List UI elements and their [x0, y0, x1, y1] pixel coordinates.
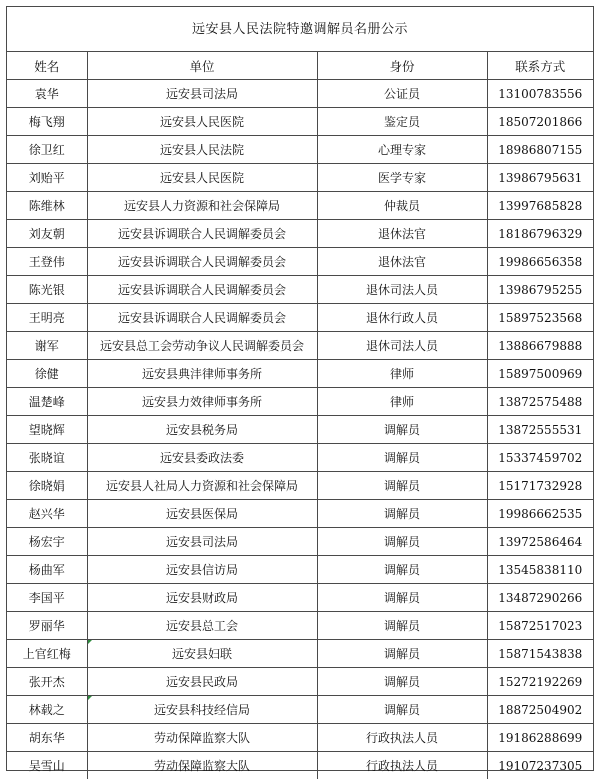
cell-name: 温楚峰 — [7, 388, 87, 416]
cell-phone: 13487290266 — [487, 584, 593, 612]
cell-unit: 远安县税务局 — [87, 416, 317, 444]
cell-name: 上官红梅 — [7, 640, 87, 668]
header-phone: 联系方式 — [487, 52, 593, 80]
cell-unit: 远安县信访局 — [87, 556, 317, 584]
cell-phone: 13986795631 — [487, 164, 593, 192]
cell-name: 徐晓娟 — [7, 472, 87, 500]
table-row — [7, 80, 593, 108]
cell-unit: 远安县力效律师事务所 — [87, 388, 317, 416]
cell-phone: 18872504902 — [487, 696, 593, 724]
cell-role: 律师 — [317, 360, 487, 388]
cell-phone: 13872575488 — [487, 388, 593, 416]
cell-phone: 15897500969 — [487, 360, 593, 388]
cell-phone: 19186288699 — [487, 724, 593, 752]
cell-role: 退休法官 — [317, 220, 487, 248]
cell-role: 调解员 — [317, 612, 487, 640]
cell-phone: 19107237305 — [487, 752, 593, 779]
table-row — [7, 248, 593, 276]
table-row — [7, 416, 593, 444]
cell-role: 调解员 — [317, 416, 487, 444]
header-role: 身份 — [317, 52, 487, 80]
cell-phone: 18986807155 — [487, 136, 593, 164]
cell-unit: 远安县科技经信局 — [87, 696, 317, 724]
cell-role: 鉴定员 — [317, 108, 487, 136]
table-row — [7, 276, 593, 304]
cell-phone: 13886679888 — [487, 332, 593, 360]
cell-unit: 远安县总工会劳动争议人民调解委员会 — [87, 332, 317, 360]
table-row — [7, 528, 593, 556]
cell-phone: 15272192269 — [487, 668, 593, 696]
cell-name: 罗丽华 — [7, 612, 87, 640]
page-title: 远安县人民法院特邀调解员名册公示 — [7, 7, 593, 52]
cell-name: 李国平 — [7, 584, 87, 612]
table-row — [7, 472, 593, 500]
cell-name: 徐卫红 — [7, 136, 87, 164]
cell-role: 医学专家 — [317, 164, 487, 192]
table-row — [7, 752, 593, 779]
cell-phone: 18507201866 — [487, 108, 593, 136]
cell-name: 赵兴华 — [7, 500, 87, 528]
cell-name: 杨宏宇 — [7, 528, 87, 556]
table-row — [7, 640, 593, 668]
cell-phone: 15337459702 — [487, 444, 593, 472]
cell-role: 退休行政人员 — [317, 304, 487, 332]
cell-phone: 13972586464 — [487, 528, 593, 556]
cell-role: 退休司法人员 — [317, 332, 487, 360]
table-row — [7, 220, 593, 248]
cell-phone: 15897523568 — [487, 304, 593, 332]
cell-phone: 15171732928 — [487, 472, 593, 500]
cell-unit: 远安县财政局 — [87, 584, 317, 612]
cell-role: 调解员 — [317, 668, 487, 696]
header-unit: 单位 — [87, 52, 317, 80]
cell-name: 陈维林 — [7, 192, 87, 220]
cell-role: 仲裁员 — [317, 192, 487, 220]
cell-unit: 劳动保障监察大队 — [87, 724, 317, 752]
header-name: 姓名 — [7, 52, 87, 80]
cell-role: 调解员 — [317, 528, 487, 556]
table-row — [7, 360, 593, 388]
table-row — [7, 556, 593, 584]
cell-role: 行政执法人员 — [317, 724, 487, 752]
cell-name: 张晓谊 — [7, 444, 87, 472]
cell-phone: 18186796329 — [487, 220, 593, 248]
cell-phone: 19986662535 — [487, 500, 593, 528]
cell-unit: 远安县司法局 — [87, 80, 317, 108]
table-row — [7, 584, 593, 612]
table-row — [7, 108, 593, 136]
cell-role: 调解员 — [317, 584, 487, 612]
cell-name: 梅飞翔 — [7, 108, 87, 136]
cell-role: 公证员 — [317, 80, 487, 108]
cell-role: 调解员 — [317, 556, 487, 584]
cell-unit: 远安县人力资源和社会保障局 — [87, 192, 317, 220]
cell-phone: 13545838110 — [487, 556, 593, 584]
cell-name: 王明亮 — [7, 304, 87, 332]
cell-unit: 远安县总工会 — [87, 612, 317, 640]
cell-name: 刘友朝 — [7, 220, 87, 248]
cell-role: 调解员 — [317, 472, 487, 500]
cell-unit: 劳动保障监察大队 — [87, 752, 317, 779]
cell-name: 谢军 — [7, 332, 87, 360]
table-row — [7, 304, 593, 332]
table-row — [7, 668, 593, 696]
table-row — [7, 136, 593, 164]
cell-unit: 远安县委政法委 — [87, 444, 317, 472]
cell-phone: 15871543838 — [487, 640, 593, 668]
table-row — [7, 612, 593, 640]
roster-body — [7, 80, 593, 779]
cell-phone: 13872555531 — [487, 416, 593, 444]
cell-phone: 19986656358 — [487, 248, 593, 276]
roster-sheet — [6, 6, 594, 771]
cell-role: 退休法官 — [317, 248, 487, 276]
cell-role: 调解员 — [317, 696, 487, 724]
cell-unit: 远安县诉调联合人民调解委员会 — [87, 276, 317, 304]
table-row — [7, 500, 593, 528]
cell-name: 张开杰 — [7, 668, 87, 696]
table-row — [7, 444, 593, 472]
cell-name: 林载之 — [7, 696, 87, 724]
cell-name: 吴雪山 — [7, 752, 87, 779]
cell-unit: 远安县医保局 — [87, 500, 317, 528]
cell-name: 杨曲军 — [7, 556, 87, 584]
cell-name: 王登伟 — [7, 248, 87, 276]
cell-role: 心理专家 — [317, 136, 487, 164]
cell-unit: 远安县诉调联合人民调解委员会 — [87, 220, 317, 248]
cell-role: 调解员 — [317, 444, 487, 472]
cell-unit: 远安县典沣律师事务所 — [87, 360, 317, 388]
cell-unit: 远安县人民法院 — [87, 136, 317, 164]
table-row — [7, 388, 593, 416]
roster-table — [7, 52, 593, 779]
table-row — [7, 696, 593, 724]
cell-name: 陈光银 — [7, 276, 87, 304]
cell-unit: 远安县人民医院 — [87, 164, 317, 192]
table-row — [7, 164, 593, 192]
cell-name: 袁华 — [7, 80, 87, 108]
cell-name: 徐健 — [7, 360, 87, 388]
table-row — [7, 724, 593, 752]
cell-name: 胡东华 — [7, 724, 87, 752]
cell-phone: 15872517023 — [487, 612, 593, 640]
cell-unit: 远安县诉调联合人民调解委员会 — [87, 248, 317, 276]
cell-role: 退休司法人员 — [317, 276, 487, 304]
table-header-row — [7, 52, 593, 80]
cell-name: 刘贻平 — [7, 164, 87, 192]
cell-phone: 13986795255 — [487, 276, 593, 304]
cell-role: 律师 — [317, 388, 487, 416]
cell-unit: 远安县人民医院 — [87, 108, 317, 136]
table-row — [7, 332, 593, 360]
cell-phone: 13997685828 — [487, 192, 593, 220]
cell-role: 调解员 — [317, 640, 487, 668]
cell-unit: 远安县诉调联合人民调解委员会 — [87, 304, 317, 332]
cell-unit: 远安县民政局 — [87, 668, 317, 696]
cell-name: 望晓辉 — [7, 416, 87, 444]
cell-unit: 远安县妇联 — [87, 640, 317, 668]
cell-role: 调解员 — [317, 500, 487, 528]
cell-unit: 远安县司法局 — [87, 528, 317, 556]
cell-unit: 远安县人社局人力资源和社会保障局 — [87, 472, 317, 500]
table-row — [7, 192, 593, 220]
cell-phone: 13100783556 — [487, 80, 593, 108]
cell-role: 行政执法人员 — [317, 752, 487, 779]
